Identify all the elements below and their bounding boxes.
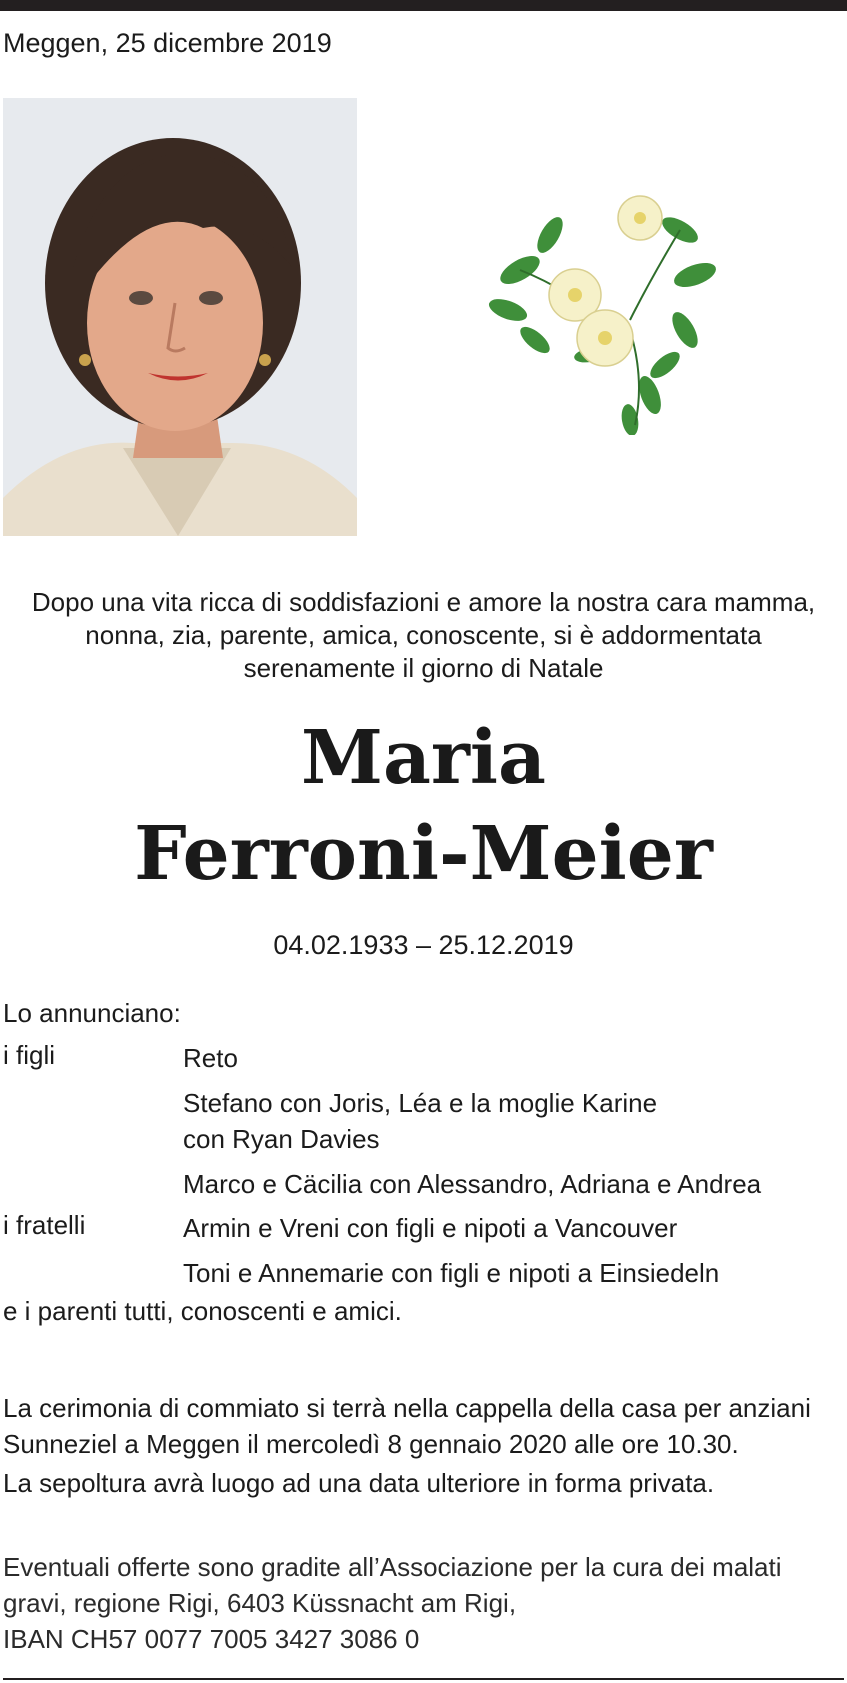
last-name: Ferroni-Meier <box>134 811 713 897</box>
ceremony-text <box>3 1390 843 1462</box>
ceremony-line: Sunneziel a Meggen il mercoledì 8 gennaio 2020 alle ore 10.30. <box>3 1429 739 1459</box>
portrait-photo <box>3 98 357 536</box>
donation-line: Eventuali offerte sono gradite all’Associazione per la cura dei malati <box>3 1552 782 1582</box>
intro-text <box>0 586 847 685</box>
intro-line: serenamente il giorno di Natale <box>243 653 604 683</box>
figli-entry: Marco e Cäcilia con Alessandro, Adriana e Andrea <box>183 1169 762 1199</box>
figli-entry: con Ryan Davies <box>183 1124 380 1154</box>
dateline: Meggen, 25 dicembre 2019 <box>3 28 332 58</box>
burial-text: La sepoltura avrà luogo ad una data ulteriore in forma privata. <box>3 1468 715 1498</box>
top-rule <box>0 0 847 11</box>
figli-label: i figli <box>3 1040 56 1070</box>
fratelli-entry: Armin e Vreni con figli e nipoti a Vancouver <box>183 1213 678 1243</box>
announcers-closing: e i parenti tutti, conoscenti e amici. <box>3 1296 402 1326</box>
donation-line: gravi, regione Rigi, 6403 Küssnacht am Rigi, <box>3 1588 517 1618</box>
deceased-name <box>0 710 847 902</box>
ceremony-line: La cerimonia di commiato si terrà nella cappella della casa per anziani <box>3 1393 811 1423</box>
bottom-rule <box>3 1678 844 1680</box>
first-name: Maria <box>301 715 546 801</box>
figli-entry: Stefano con Joris, Léa e la moglie Karine <box>183 1088 658 1118</box>
white-roses-icon <box>480 190 720 435</box>
donation-line: IBAN CH57 0077 7005 3427 3086 0 <box>3 1624 420 1654</box>
intro-line: nonna, zia, parente, amica, conoscente, si è addormentata <box>85 620 762 650</box>
life-dates: 04.02.1933 – 25.12.2019 <box>273 930 574 960</box>
fratelli-label: i fratelli <box>3 1210 86 1240</box>
donation-text <box>3 1549 843 1657</box>
figli-entry: Reto <box>183 1043 238 1073</box>
announcers-title: Lo annunciano: <box>3 998 181 1028</box>
fratelli-entry: Toni e Annemarie con figli e nipoti a Einsiedeln <box>183 1258 720 1288</box>
intro-line: Dopo una vita ricca di soddisfazioni e amore la nostra cara mamma, <box>31 587 816 617</box>
